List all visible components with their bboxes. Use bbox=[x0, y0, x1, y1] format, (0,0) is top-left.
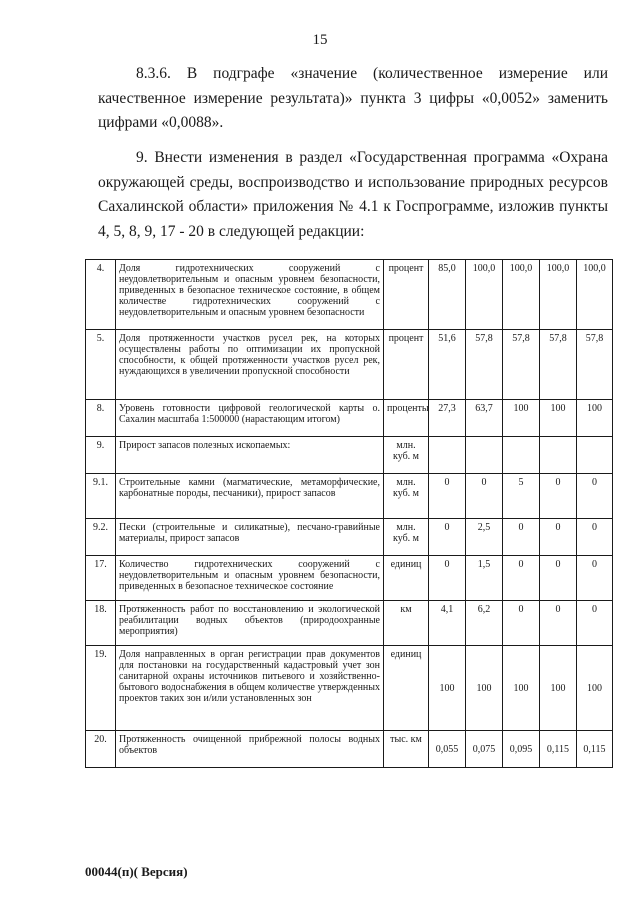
indicator-name: Протяженность очищенной прибрежной полосы водных объектов bbox=[116, 731, 384, 768]
indicator-name: Прирост запасов полезных ископаемых: bbox=[116, 437, 384, 474]
indicator-name: Количество гидротехнических сооружений с неудовлетворительным и опасным уровнем безопасности, приведенных в безопасное техническое состояние bbox=[116, 556, 384, 601]
row-number: 20. bbox=[86, 731, 116, 768]
unit-cell: млн. куб. м bbox=[384, 519, 429, 556]
value-cell bbox=[466, 437, 503, 474]
row-number: 8. bbox=[86, 400, 116, 437]
value-cell: 0,115 bbox=[540, 731, 577, 768]
table-row bbox=[86, 437, 613, 474]
table-row bbox=[86, 330, 613, 400]
value-cell: 4,1 bbox=[429, 601, 466, 646]
value-cell: 0 bbox=[540, 474, 577, 519]
value-cell: 100,0 bbox=[540, 260, 577, 330]
value-cell: 100,0 bbox=[503, 260, 540, 330]
row-number: 19. bbox=[86, 646, 116, 731]
row-number: 9.2. bbox=[86, 519, 116, 556]
value-cell: 0 bbox=[577, 601, 613, 646]
unit-cell: млн. куб. м bbox=[384, 474, 429, 519]
table-row bbox=[86, 731, 613, 768]
indicator-name: Пески (строительные и силикатные), песчано-гравийные материалы, прирост запасов bbox=[116, 519, 384, 556]
unit-cell: единиц bbox=[384, 646, 429, 731]
paragraph-8-3-6: 8.3.6. В подграфе «значение (количественное измерение или качественное измерение результата)» пункта 3 цифры «0,0052» заменить цифрами «0,0088». bbox=[98, 65, 608, 131]
value-cell: 100,0 bbox=[466, 260, 503, 330]
value-cell: 57,8 bbox=[540, 330, 577, 400]
indicator-name: Доля направленных в орган регистрации прав документов для постановки на государственный кадастровый учет зон санитарной охраны источников питьевого и хозяйственно-бытового водоснабжения в общем количестве утвержденных проектов таких зон и/или установленных зон bbox=[116, 646, 384, 731]
table-row bbox=[86, 474, 613, 519]
value-cell: 100 bbox=[429, 646, 466, 731]
table-row bbox=[86, 519, 613, 556]
value-cell: 0 bbox=[429, 556, 466, 601]
value-cell: 57,8 bbox=[577, 330, 613, 400]
value-cell bbox=[577, 437, 613, 474]
value-cell: 0 bbox=[540, 601, 577, 646]
value-cell: 0,095 bbox=[503, 731, 540, 768]
value-cell: 100 bbox=[466, 646, 503, 731]
unit-cell: процент bbox=[384, 260, 429, 330]
value-cell: 63,7 bbox=[466, 400, 503, 437]
row-number: 18. bbox=[86, 601, 116, 646]
value-cell: 0 bbox=[466, 474, 503, 519]
unit-cell: млн. куб. м bbox=[384, 437, 429, 474]
value-cell bbox=[540, 437, 577, 474]
indicator-name: Строительные камни (магматические, метаморфические, карбонатные породы, песчаники), прирост запасов bbox=[116, 474, 384, 519]
unit-cell: км bbox=[384, 601, 429, 646]
table-row bbox=[86, 556, 613, 601]
indicators-table bbox=[85, 259, 613, 768]
value-cell: 0 bbox=[503, 519, 540, 556]
value-cell: 1,5 bbox=[466, 556, 503, 601]
value-cell: 85,0 bbox=[429, 260, 466, 330]
document-code-footer: 00044(п)( Версия) bbox=[85, 864, 188, 879]
value-cell: 0 bbox=[503, 601, 540, 646]
value-cell: 0 bbox=[429, 519, 466, 556]
value-cell: 0 bbox=[503, 556, 540, 601]
paragraph-9: 9. Внести изменения в раздел «Государственная программа «Охрана окружающей среды, воспроизводство и использование природных ресурсов Сахалинской области» приложения № 4.1 к Госпрограмме, изложив пункты 4, 5, 8, 9, 17 - 20 в следующей редакции: bbox=[98, 149, 608, 240]
value-cell: 0 bbox=[577, 519, 613, 556]
value-cell: 100 bbox=[577, 400, 613, 437]
indicator-name: Уровень готовности цифровой геологической карты о. Сахалин масштаба 1:500000 (нарастающим итогом) bbox=[116, 400, 384, 437]
value-cell: 57,8 bbox=[503, 330, 540, 400]
table-row bbox=[86, 400, 613, 437]
value-cell: 100 bbox=[540, 646, 577, 731]
value-cell: 100 bbox=[540, 400, 577, 437]
value-cell: 100 bbox=[577, 646, 613, 731]
value-cell: 0 bbox=[577, 556, 613, 601]
value-cell: 27,3 bbox=[429, 400, 466, 437]
value-cell: 0,075 bbox=[466, 731, 503, 768]
indicator-name: Протяженность работ по восстановлению и экологической реабилитации водных объектов (природоохранные мероприятия) bbox=[116, 601, 384, 646]
value-cell: 5 bbox=[503, 474, 540, 519]
value-cell: 0,055 bbox=[429, 731, 466, 768]
row-number: 4. bbox=[86, 260, 116, 330]
value-cell: 100 bbox=[503, 646, 540, 731]
unit-cell: процент bbox=[384, 330, 429, 400]
value-cell bbox=[429, 437, 466, 474]
table-row bbox=[86, 646, 613, 731]
value-cell: 6,2 bbox=[466, 601, 503, 646]
value-cell: 0 bbox=[577, 474, 613, 519]
row-number: 17. bbox=[86, 556, 116, 601]
value-cell: 2,5 bbox=[466, 519, 503, 556]
value-cell bbox=[503, 437, 540, 474]
row-number: 9.1. bbox=[86, 474, 116, 519]
unit-cell: проценты bbox=[384, 400, 429, 437]
unit-cell: единиц bbox=[384, 556, 429, 601]
table-row bbox=[86, 260, 613, 330]
value-cell: 0 bbox=[540, 519, 577, 556]
value-cell: 100,0 bbox=[577, 260, 613, 330]
row-number: 5. bbox=[86, 330, 116, 400]
page-number: 15 bbox=[312, 32, 328, 48]
value-cell: 100 bbox=[503, 400, 540, 437]
unit-cell: тыс. км bbox=[384, 731, 429, 768]
value-cell: 0,115 bbox=[577, 731, 613, 768]
indicator-name: Доля протяженности участков русел рек, на которых осуществлены работы по оптимизации их пропускной способности, к общей протяженности участков русел рек, нуждающихся в увеличении пропускной способности bbox=[116, 330, 384, 400]
value-cell: 57,8 bbox=[466, 330, 503, 400]
indicator-name: Доля гидротехнических сооружений с неудовлетворительным и опасным уровнем безопасности, приведенных в безопасное техническое состояние, в общем количестве гидротехнических сооружений с неудовлетворительным и опасным уровнем безопасности bbox=[116, 260, 384, 330]
table-row bbox=[86, 601, 613, 646]
value-cell: 51,6 bbox=[429, 330, 466, 400]
value-cell: 0 bbox=[429, 474, 466, 519]
value-cell: 0 bbox=[540, 556, 577, 601]
row-number: 9. bbox=[86, 437, 116, 474]
